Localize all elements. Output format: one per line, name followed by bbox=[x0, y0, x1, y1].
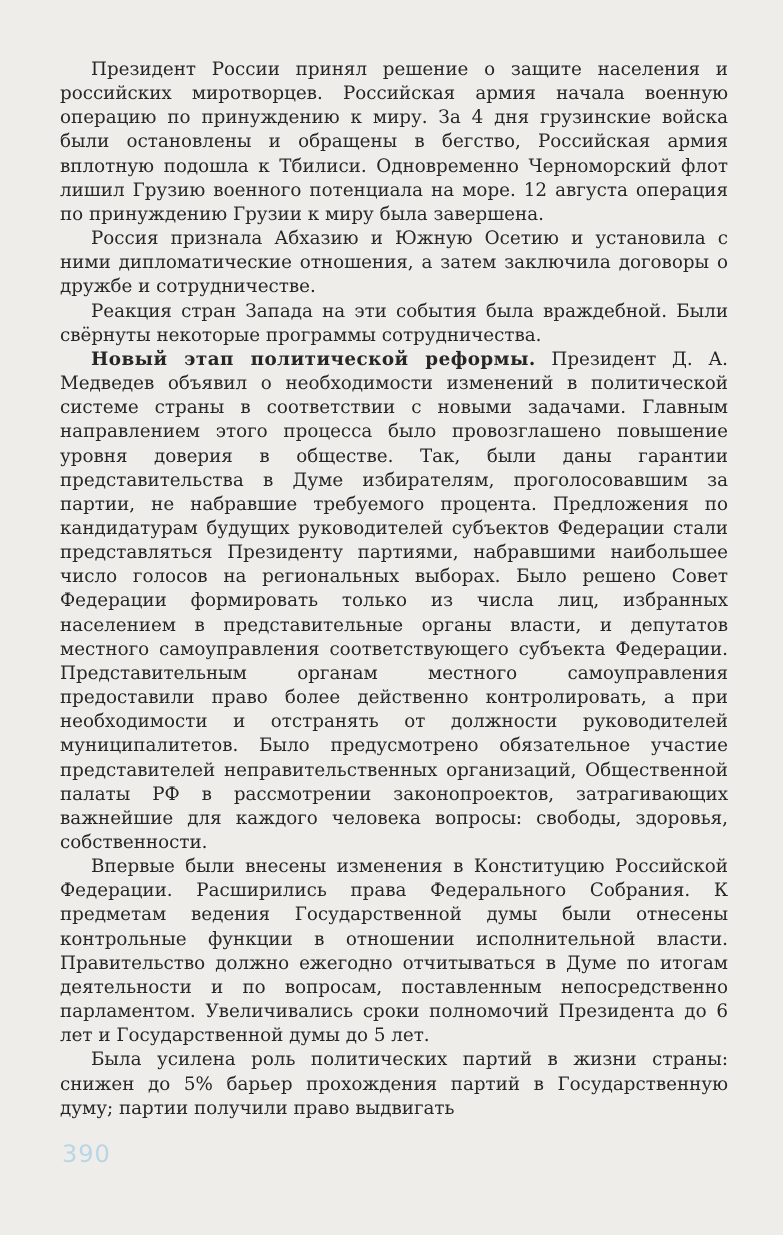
paragraph-peace-enforcement: Президент России принял решение о защите населения и российских миротворцев. Российская армия начала военную операцию по принуждению к миру. За 4 дня грузинские войска были остановлены и обращены в бегство, Российская армия вплотную подошла к Тбилиси. Одновременно Черноморский флот лишил Грузию военного потенциала на море. 12 августа операция по принуждению Грузии к миру была завершена. bbox=[60, 59, 728, 225]
paragraph-western-reaction: Реакция стран Запада на эти события была враждебной. Были свёрнуты некоторые программы сотрудничества. bbox=[60, 300, 728, 346]
paragraph-party-role: Была усилена роль политических партий в жизни страны: снижен до 5% барьер прохождения партий в Государственную думу; партии получили право выдвигать bbox=[60, 1049, 728, 1119]
section-text: Президент Д. А. Медведев объявил о необходимости изменений в политической системе страны в соответствии с новыми задачами. Главным направлением этого процесса было провозглашено повышение уровня доверия в обществе. Так, были даны гарантии представительства в Думе избирателям, проголосовавшим за партии, не набравшие требуемого процента. Предложения по кандидатурам будущих руководителей субъектов Федерации стали представляться Президенту партиями, набравшими наибольшее число голосов на региональных выборах. Было решено Совет Федерации формировать только из числа лиц, избранных населением в представительные органы власти, и депутатов местного самоуправления соответствующего субъекта Федерации. Представительным органам местного самоуправления предоставили право более действенно контролировать, а при необходимости и отстранять от должности руководителей муниципалитетов. Было предусмотрено обязательное участие представителей неправительственных организаций, Общественной палаты РФ в рассмотрении законопроектов, затрагивающих важнейшие для каждого человека вопросы: свободы, здоровья, собственности. bbox=[60, 348, 728, 853]
paragraph-abkhazia-ossetia: Россия признала Абхазию и Южную Осетию и установила с ними дипломатические отношения, а затем заключила договоры о дружбе и сотрудничестве. bbox=[60, 228, 728, 298]
page-number: 390 bbox=[62, 1140, 111, 1168]
page-text bbox=[60, 58, 728, 1121]
paragraph-constitution-changes: Впервые были внесены изменения в Конституцию Российской Федерации. Расширились права Федерального Собрания. К предметам ведения Государственной думы были отнесены контрольные функции в отношении исполнительной власти. Правительство должно ежегодно отчитываться в Думе по итогам деятельности и по вопросам, поставленным непосредственно парламентом. Увеличивались сроки полномочий Президента до 6 лет и Государственной думы до 5 лет. bbox=[60, 856, 728, 1047]
section-heading: Новый этап политической реформы. bbox=[91, 348, 536, 370]
paragraph-political-reform bbox=[60, 348, 728, 855]
